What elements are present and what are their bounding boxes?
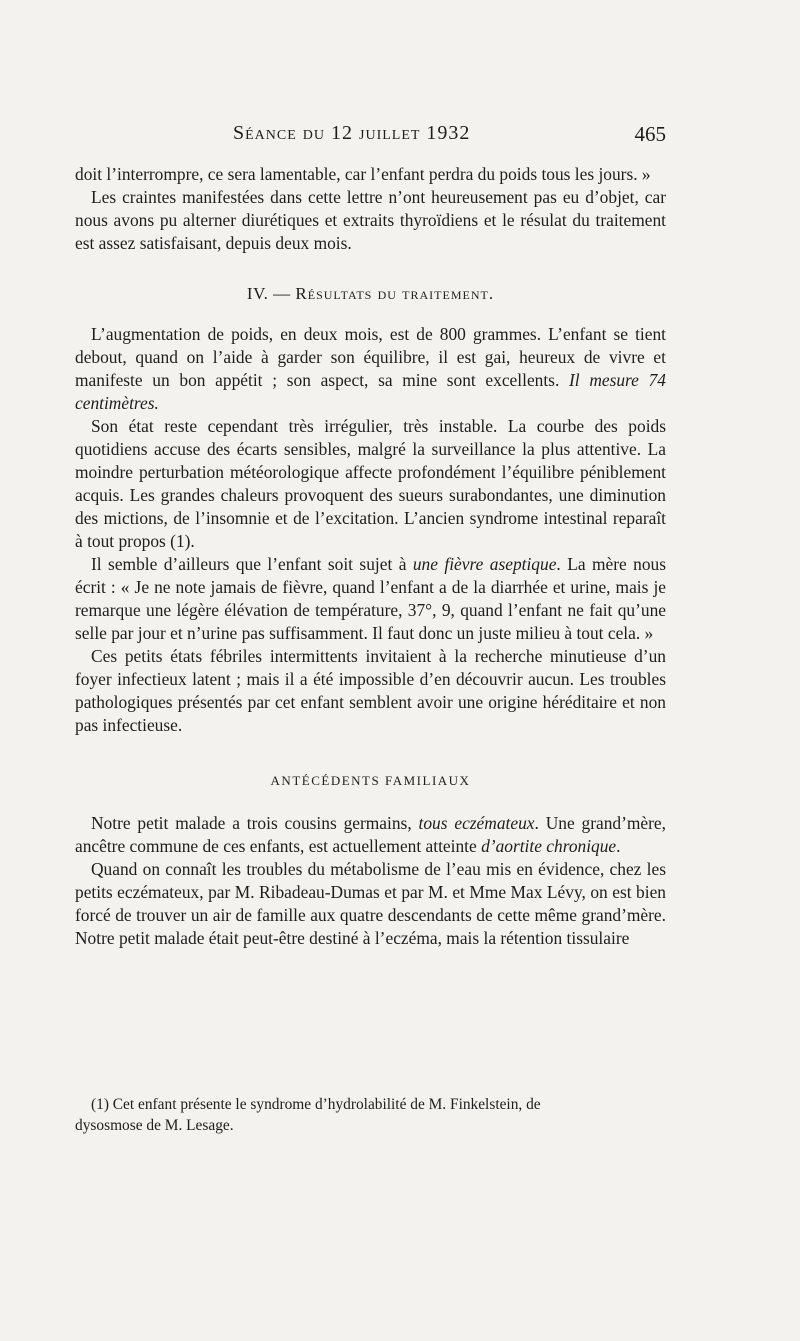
paragraph-2: Les craintes manifestées dans cette lettre n’ont heureusement pas eu d’objet, car nous avons pu alterner diurétiques et extraits thyroïdiens et le résulat du traitement est assez satisfaisant, depuis deux mois. [75,187,666,253]
paragraph-7-end: . [616,836,621,856]
paragraph-5 [75,553,666,645]
paragraph-3 [75,323,666,415]
running-head: Séance du 12 juillet 1932 [233,122,471,144]
body-text [75,163,666,950]
paragraph-1: doit l’interrompre, ce sera lamentable, car l’enfant perdra du poids tous les jours. » [75,164,651,184]
paragraph-7-italic-1: tous eczémateux [418,813,535,833]
paragraph-5-end: . La mère nous écrit : « Je ne note jamais de fièvre, quand l’enfant a de la diarrhée et urine, mais je remarque une légère élévation de température, 37°, 9, quand l’enfant ne fait qu’une selle par jour et n’urine pas suffisamment. Il faut donc un juste milieu à tout cela. » [75,554,667,643]
footnote-line-1: (1) Cet enfant présente le syndrome d’hydrolabilité de M. Finkelstein, de [91,1096,541,1113]
paragraph-7 [75,812,666,858]
page-header [75,122,666,152]
page-number: 465 [634,122,666,146]
section-number: IV. — [246,284,296,303]
paragraph-7-start: Notre petit malade a trois cousins germains, [91,813,419,833]
paragraph-7-italic-2: d’aortite chronique [481,836,617,856]
paragraph-4: Son état reste cependant très irrégulier, très instable. La courbe des poids quotidiens accuse des écarts sensibles, malgré la surveillance la plus attentive. La moindre perturbation météorologique affecte profondément l’équilibre péniblement acquis. Les grandes chaleurs provoquent des sueurs surabondantes, une diminution des mictions, de l’insomnie et de l’excitation. L’ancien syndrome intestinal reparaît à tout propos (1). [75,416,666,551]
footnote-line-2: dysosmose de M. Lesage. [75,1117,234,1134]
section-title-iv [75,282,666,305]
paragraph-5-italic: une fièvre aseptique [412,554,557,574]
paragraph-8: Quand on connaît les troubles du métabolisme de l’eau mis en évidence, chez les petits eczémateux, par M. Ribadeau-Dumas et par M. et Mme Max Lévy, on est bien forcé de trouver un air de famille aux quatre descendants de cette même grand’mère. Notre petit malade était peut-être destiné à l’eczéma, mais la rétention tissulaire [75,859,666,948]
paragraph-3-italic: Il mesure 74 centimètres. [75,370,666,413]
paragraph-3-text: L’augmentation de poids, en deux mois, est de 800 grammes. L’enfant se tient debout, quand on l’aide à garder son équilibre, il est gai, heureux de vivre et manifeste un bon appétit ; son aspect, sa mine sont excellents. [75,324,666,390]
subsection-title: ANTÉCÉDENTS FAMILIAUX [270,773,471,788]
paragraph-5-start: Il semble d’ailleurs que l’enfant soit sujet à [91,554,413,574]
paragraph-7-mid: . Une grand’mère, ancêtre commune de ces enfants, est actuellement atteinte [75,813,666,856]
section-heading: Résultats du traitement. [295,284,495,303]
footnote [75,1094,666,1136]
paragraph-6: Ces petits états fébriles intermittents invitaient à la recherche minutieuse d’un foyer infectieux latent ; mais il a été impossible d’en découvrir aucun. Les troubles pathologiques présentés par cet enfant semblent avoir une origine héréditaire et non pas infectieuse. [75,646,666,735]
